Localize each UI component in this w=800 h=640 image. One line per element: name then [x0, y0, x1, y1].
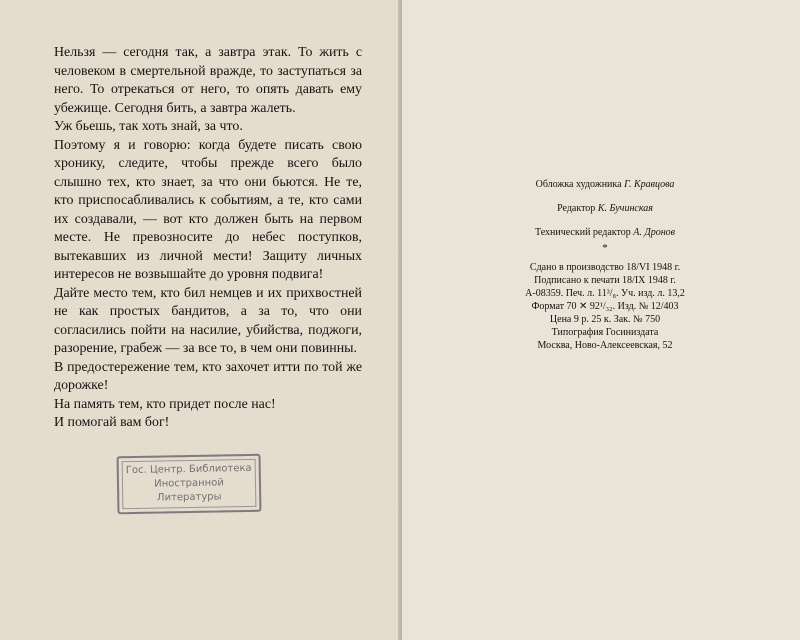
- asterisk-divider: *: [602, 242, 608, 254]
- editor-credit: [470, 202, 740, 215]
- editor-label: Редактор: [557, 203, 596, 214]
- cover-artist-label: Обложка художника: [535, 179, 622, 190]
- imprint-line-3: А-08359. Печ. л. 11³/₈. Уч. изд. л. 13,2: [525, 288, 685, 299]
- imprint-line-6: Типография Госиниздата: [551, 327, 659, 338]
- library-stamp: [117, 454, 262, 515]
- editor-name: К. Бучинская: [597, 203, 653, 214]
- paragraph-7: И помогай вам бог!: [54, 415, 170, 430]
- paragraph-4: Дайте место тем, кто бил немцев и их прихвостней не как простых бандитов, а за то, что они согласились пойти на насилие, убийства, поджоги, разорение, грабеж — за все то, в чем они повинны.: [54, 285, 362, 356]
- tech-editor-name: А. Дронов: [633, 227, 676, 238]
- paragraph-1: Нельзя — сегодня так, а завтра этак. То жить с человеком в смертельной вражде, то заступаться за него. То отрекаться от него, то опять давать ему убежище. Сегодня бить, а завтра жалеть.: [54, 45, 362, 116]
- paragraph-3: Поэтому я и говорю: когда будете писать свою хронику, следите, чтобы прежде всего было слышно тех, кто знает, за что они бьются. Не те, кто приспосабливались к событиям, а те, кто сами их создавали, — вот кто должен быть на первом месте. Не превозносите до небес поступков, вытекавших из личной мести! Защиту личных интересов не возвышайте до уровня подвига!: [54, 137, 362, 282]
- cover-artist-name: Г. Кравцова: [624, 179, 675, 190]
- tech-editor-label: Технический редактор: [534, 227, 631, 238]
- paragraph-5: В предостережение тем, кто захочет итти по той же дорожке!: [54, 359, 362, 393]
- imprint-line-2: Подписано к печати 18/IX 1948 г.: [534, 275, 676, 286]
- paragraph-6: На память тем, кто придет после нас!: [54, 396, 276, 412]
- colophon: [470, 178, 740, 352]
- imprint-line-5: Цена 9 р. 25 к. Зак. № 750: [549, 314, 661, 325]
- stamp-line-2: Иностранной: [154, 477, 224, 490]
- left-page-text: [54, 44, 362, 433]
- stamp-line-3: Литературы: [156, 491, 222, 504]
- cover-artist-credit: [470, 178, 740, 191]
- imprint-line-4: Формат 70 ✕ 92¹/₃₂. Изд. № 12/403: [531, 301, 679, 312]
- tech-editor-credit: [470, 226, 740, 239]
- paragraph-2: Уж бьешь, так хоть знай, за что.: [54, 119, 243, 134]
- stamp-line-1: Гос. Центр. Библиотека: [125, 462, 252, 477]
- imprint-line-1: Сдано в производство 18/VI 1948 г.: [529, 262, 681, 273]
- imprint-line-7: Москва, Ново-Алексеевская, 52: [537, 340, 673, 351]
